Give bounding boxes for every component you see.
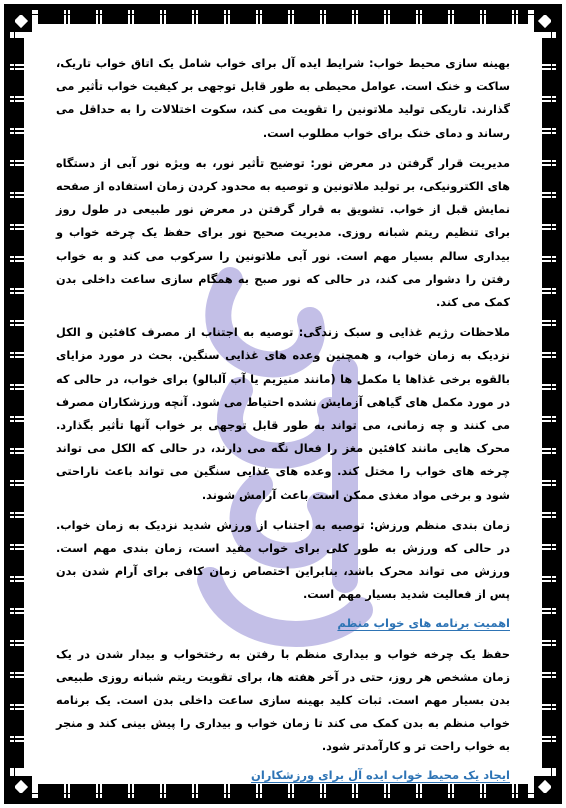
- paragraph: زمان بندی منظم ورزش: توصیه به اجتناب از ورزش شدید نزدیک به زمان خواب. در حالی که ورزش به طور کلی برای خواب مفید است، زمان بندی مهم است. ورزش می تواند محرک باشد، بنابراین اختصاص زمان کافی برای آرام شدن بدن پس از فعالیت شدید بسیار مهم است.: [56, 518, 510, 602]
- paragraph: ملاحظات رژیم غذایی و سبک زندگی: توصیه به اجتناب از مصرف کافئین و الکل نزدیک به زمان خواب، و همچنین وعده های غذایی سنگین. بحث در مورد مزایای بالقوه برخی غذاها یا مکمل ها (مانند منیزیم یا آب آلبالو) برای خواب، در حالی که در مورد مکمل های گیاهی آزمایش نشده احتیاط می شود. آنچه ورزشکاران مصرف می کنند و چه زمانی، می تواند به طور قابل توجهی بر خواب آنها تأثیر بگذارد. محرک هایی مانند کافئین مغز را فعال نگه می دارند، در حالی که الکل می تواند چرخه های خواب را مختل کند. وعده های غذایی سنگین می تواند باعث ناراحتی شود و برخی مواد مغذی ممکن است باعث آرامش شوند.: [56, 326, 510, 502]
- section-heading: ایجاد یک محیط خواب ایده آل برای ورزشکاران: [251, 767, 510, 782]
- paragraph: مدیریت قرار گرفتن در معرض نور: توضیح تأثیر نور، به ویژه نور آبی از دستگاه های الکترونیکی، بر تولید ملاتونین و توصیه به محدود کردن زمان استفاده از صفحه نمایش قبل از خواب. تشویق به قرار گرفتن در معرض نور طبیعی در طول روز برای تنظیم ریتم شبانه روزی. مدیریت صحیح نور برای حفظ یک چرخه خواب و بیداری سالم بسیار مهم است. نور آبی ملاتونین را سرکوب می کند و به خواب رفتن را دشوار می کند، در حالی که نور صبح به همگام سازی ساعت داخلی بدن کمک می کند.: [56, 156, 510, 310]
- section-heading: اهمیت برنامه های خواب منظم: [337, 615, 510, 630]
- document-body: [56, 52, 510, 795]
- paragraph: حفظ یک چرخه خواب و بیداری منظم با رفتن به رختخواب و بیدار شدن در یک زمان مشخص هر روز، حتی در آخر هفته ها، برای تقویت ریتم شبانه روزی طبیعی بدن بسیار مهم است. ثبات کلید بهینه سازی ساعت داخلی بدن است. یک برنامه خواب منظم به بدن کمک می کند تا زمان خواب و بیداری را پیش بینی کند و منجر به خواب راحت تر و کارآمدتر شود.: [56, 647, 510, 754]
- paragraph: بهینه سازی محیط خواب: شرایط ایده آل برای خواب شامل یک اتاق خواب تاریک، ساکت و خنک است. عوامل محیطی به طور قابل توجهی بر کیفیت خواب تأثیر می گذارند. تاریکی تولید ملاتونین را تقویت می کند، سکوت اختلالات را به حداقل می رساند و دمای خنک برای خواب مطلوب است.: [56, 57, 510, 140]
